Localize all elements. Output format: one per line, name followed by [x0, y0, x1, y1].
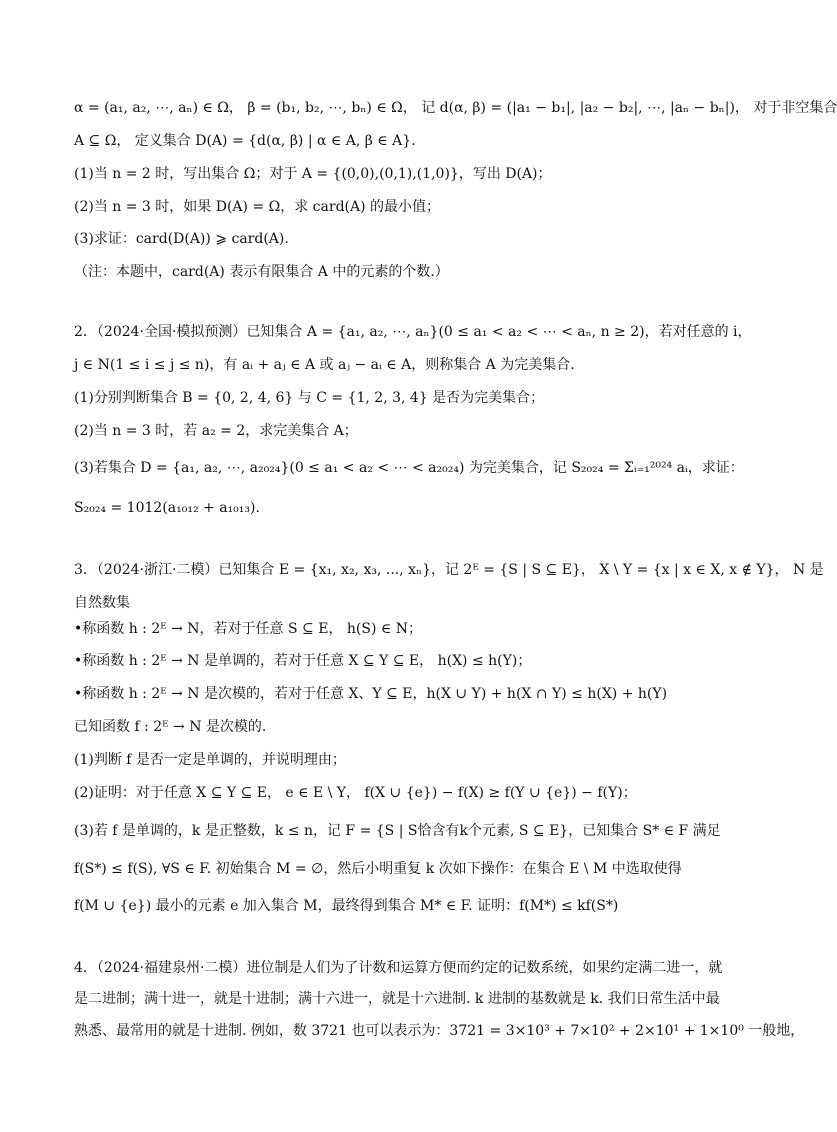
text-line: (3)若集合 D = {a₁, a₂, ⋯, a₂₀₂₄}(0 ≤ a₁ < a₂ < ⋯ < a₂₀₂₄) 为完美集合，记 S₂₀₂₄ = Σᵢ₌₁²⁰²⁴ aᵢ，求证：	[74, 460, 744, 476]
text-line: (2)当 n = 3 时，若 a₂ = 2，求完美集合 A；	[74, 423, 358, 439]
text-line: 熟悉、最常用的就是十进制. 例如，数 3721 也可以表示为：3721 = 3×10³ + 7×10² + 2×10¹ + 1×10⁰ 一般地，	[74, 1023, 805, 1039]
text-line: •称函数 h : 2ᴱ → N 是次模的，若对于任意 X、Y ⊆ E，h(X ∪ Y) + h(X ∩ Y) ≤ h(X) + h(Y)	[74, 686, 668, 702]
text-line: (3)求证：card(D(A)) ⩾ card(A).	[74, 231, 289, 247]
text-line: f(S*) ≤ f(S), ∀S ∈ F. 初始集合 M = ∅，然后小明重复 k 次如下操作：在集合 E \ M 中选取使得	[74, 861, 682, 877]
text-line: A ⊆ Ω， 定义集合 D(A) = {d(α, β) | α ∈ A, β ∈ A}.	[74, 133, 416, 149]
text-line: •称函数 h : 2ᴱ → N，若对于任意 S ⊆ E， h(S) ∈ N；	[74, 621, 422, 637]
problem-4-heading: 4．（2024·福建泉州·二模）进位制是人们为了计数和运算方便而约定的记数系统，如果约定满二进一，就	[74, 960, 723, 976]
problem-3-heading: 3．（2024·浙江·二模）已知集合 E = {x₁, x₂, x₃, ..., xₙ}，记 2ᴱ = {S | S ⊆ E}， X \ Y = {x | x ∈ X, x ∉ Y}， N 是	[74, 562, 824, 578]
text-line: •称函数 h : 2ᴱ → N 是单调的，若对于任意 X ⊆ Y ⊆ E， h(X) ≤ h(Y)；	[74, 653, 532, 669]
problem-2-heading: 2．（2024·全国·模拟预测）已知集合 A = {a₁, a₂, ⋯, aₙ}(0 ≤ a₁ < a₂ < ⋯ < aₙ, n ≥ 2)，若对任意的 i，	[74, 324, 752, 340]
text-line: (1)分别判断集合 B = {0, 2, 4, 6} 与 C = {1, 2, 3, 4} 是否为完美集合；	[74, 390, 545, 406]
text-line: α = (a₁, a₂, ⋯, aₙ) ∈ Ω， β = (b₁, b₂, ⋯, bₙ) ∈ Ω， 记 d(α, β) = (|a₁ − b₁|, |a₂ − b₂|, ⋯, |aₙ − bₙ|)， 对于非空集合	[74, 100, 837, 116]
text-line: j ∈ N(1 ≤ i ≤ j ≤ n)，有 aᵢ + aⱼ ∈ A 或 aⱼ − aᵢ ∈ A，则称集合 A 为完美集合.	[74, 357, 575, 373]
text-line: 自然数集	[74, 595, 130, 611]
text-line: 已知函数 f : 2ᴱ → N 是次模的.	[74, 719, 267, 735]
text-line: (3)若 f 是单调的，k 是正整数，k ≤ n，记 F = {S | S恰含有k个元素, S ⊆ E}，已知集合 S* ∈ F 满足	[74, 823, 721, 839]
text-line: S₂₀₂₄ = 1012(a₁₀₁₂ + a₁₀₁₃).	[74, 500, 260, 516]
text-line: (1)判断 f 是否一定是单调的，并说明理由；	[74, 752, 346, 768]
text-line: f(M ∪ {e}) 最小的元素 e 加入集合 M，最终得到集合 M* ∈ F. 证明：f(M*) ≤ kf(S*)	[74, 898, 619, 914]
text-line: (1)当 n = 2 时，写出集合 Ω；对于 A = {(0,0),(0,1),(1,0)}，写出 D(A)；	[74, 166, 552, 182]
text-line: （注：本题中，card(A) 表示有限集合 A 中的元素的个数.）	[74, 264, 449, 280]
text-line: 是二进制；满十进一，就是十进制；满十六进一，就是十六进制. k 进制的基数就是 k. 我们日常生活中最	[74, 991, 720, 1007]
text-line: (2)当 n = 3 时，如果 D(A) = Ω，求 card(A) 的最小值；	[74, 199, 441, 215]
text-line: (2)证明：对于任意 X ⊆ Y ⊆ E， e ∈ E \ Y， f(X ∪ {e}) − f(X) ≥ f(Y ∪ {e}) − f(Y)；	[74, 785, 637, 801]
